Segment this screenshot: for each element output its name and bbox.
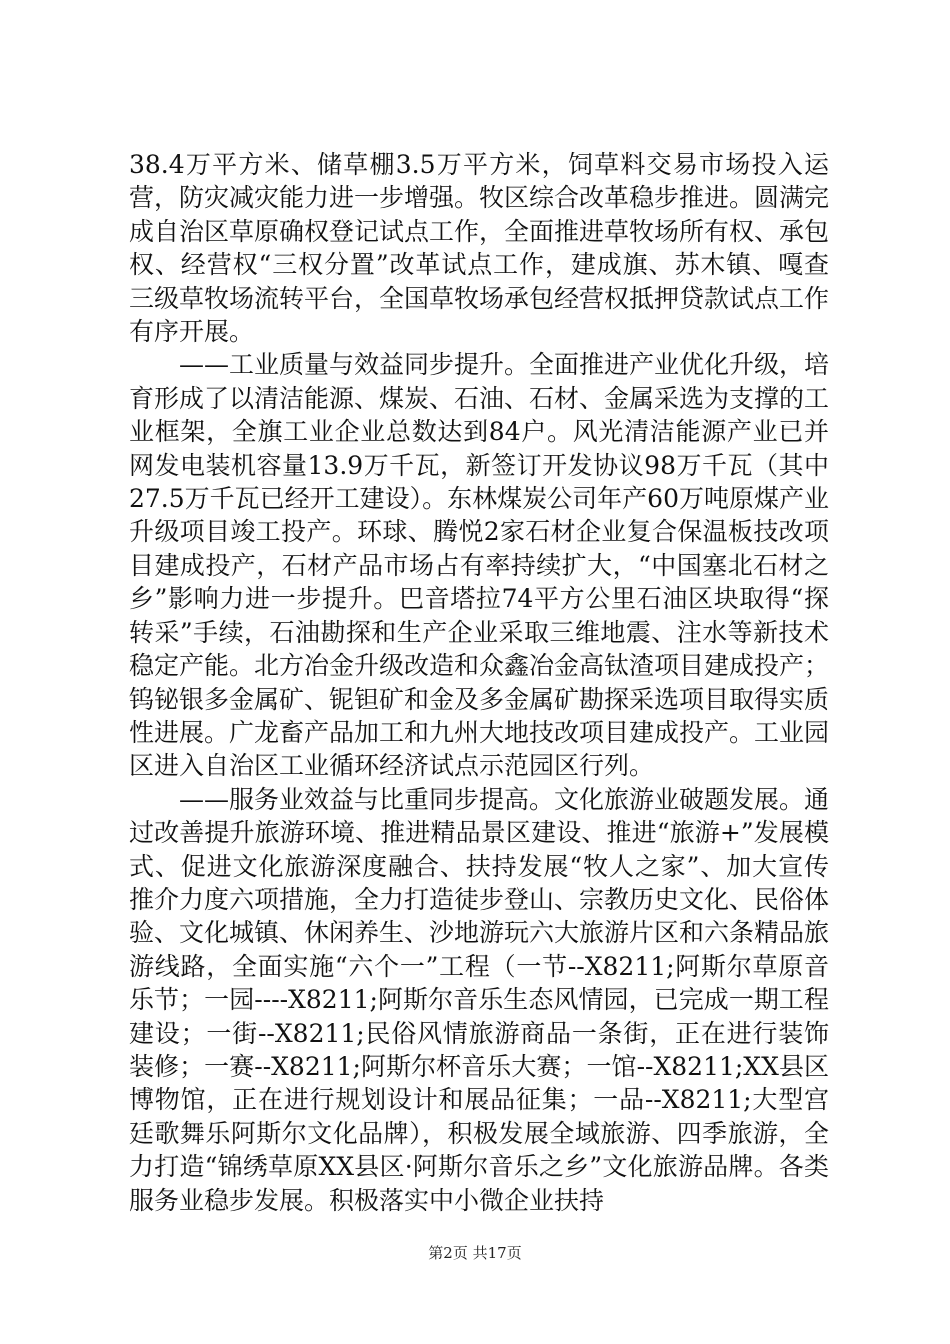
paragraph-industry: ——工业质量与效益同步提升。全面推进产业优化升级，培育形成了以清洁能源、煤炭、石油、石材、金属采选为支撑的工业框架，全旗工业企业总数达到84户。风光清洁能源产业已并网发电装机容量13.9万千瓦，新签订开发协议98万千瓦（其中27.5万千瓦已经开工建设）。东林煤炭公司年产60万吨原煤产业升级项目竣工投产。环球、腾悦2家石材企业复合保温板技改项目建成投产，石材产品市场占有率持续扩大，“中国塞北石材之乡”影响力进一步提升。巴音塔拉74平方公里石油区块取得“探转采”手续，石油勘探和生产企业采取三维地震、注水等新技术稳定产能。北方冶金升级改造和众鑫冶金高钛渣项目建成投产；钨铋银多金属矿、铌钽矿和金及多金属矿勘探采选项目取得实质性进展。广龙畜产品加工和九州大地技改项目建成投产。工业园区进入自治区工业循环经济试点示范园区行列。 bbox=[129, 350, 830, 781]
paragraph-continuation: 38.4万平方米、储草棚3.5万平方米，饲草料交易市场投入运营，防灾减灾能力进一步增强。牧区综合改革稳步推进。圆满完成自治区草原确权登记试点工作，全面推进草牧场所有权、承包权、经营权“三权分置”改革试点工作，建成旗、苏木镇、嘎查三级草牧场流转平台，全国草牧场承包经营权抵押贷款试点工作有序开展。 bbox=[129, 150, 830, 347]
paragraph-services: ——服务业效益与比重同步提高。文化旅游业破题发展。通过改善提升旅游环境、推进精品景区建设、推进“旅游+”发展模式、促进文化旅游深度融合、扶持发展“牧人之家”、加大宣传推介力度六项措施，全力打造徒步登山、宗教历史文化、民俗体验、文化城镇、休闲养生、沙地游玩六大旅游片区和六条精品旅游线路，全面实施“六个一”工程（一节--X8211;阿斯尔草原音乐节；一园----X8211;阿斯尔音乐生态风情园，已完成一期工程建设；一街--X8211;民俗风情旅游商品一条街，正在进行装饰装修；一赛--X8211;阿斯尔杯音乐大赛；一馆--X8211;XX县区博物馆，正在进行规划设计和展品征集；一品--X8211;大型宫廷歌舞乐阿斯尔文化品牌），积极发展全域旅游、四季旅游，全力打造“锦绣草原XX县区·阿斯尔音乐之乡”文化旅游品牌。各类服务业稳步发展。积极落实中小微企业扶持 bbox=[129, 784, 830, 1215]
page-footer: 第2页 共17页 bbox=[428, 1244, 522, 1262]
document-body bbox=[129, 148, 829, 1217]
